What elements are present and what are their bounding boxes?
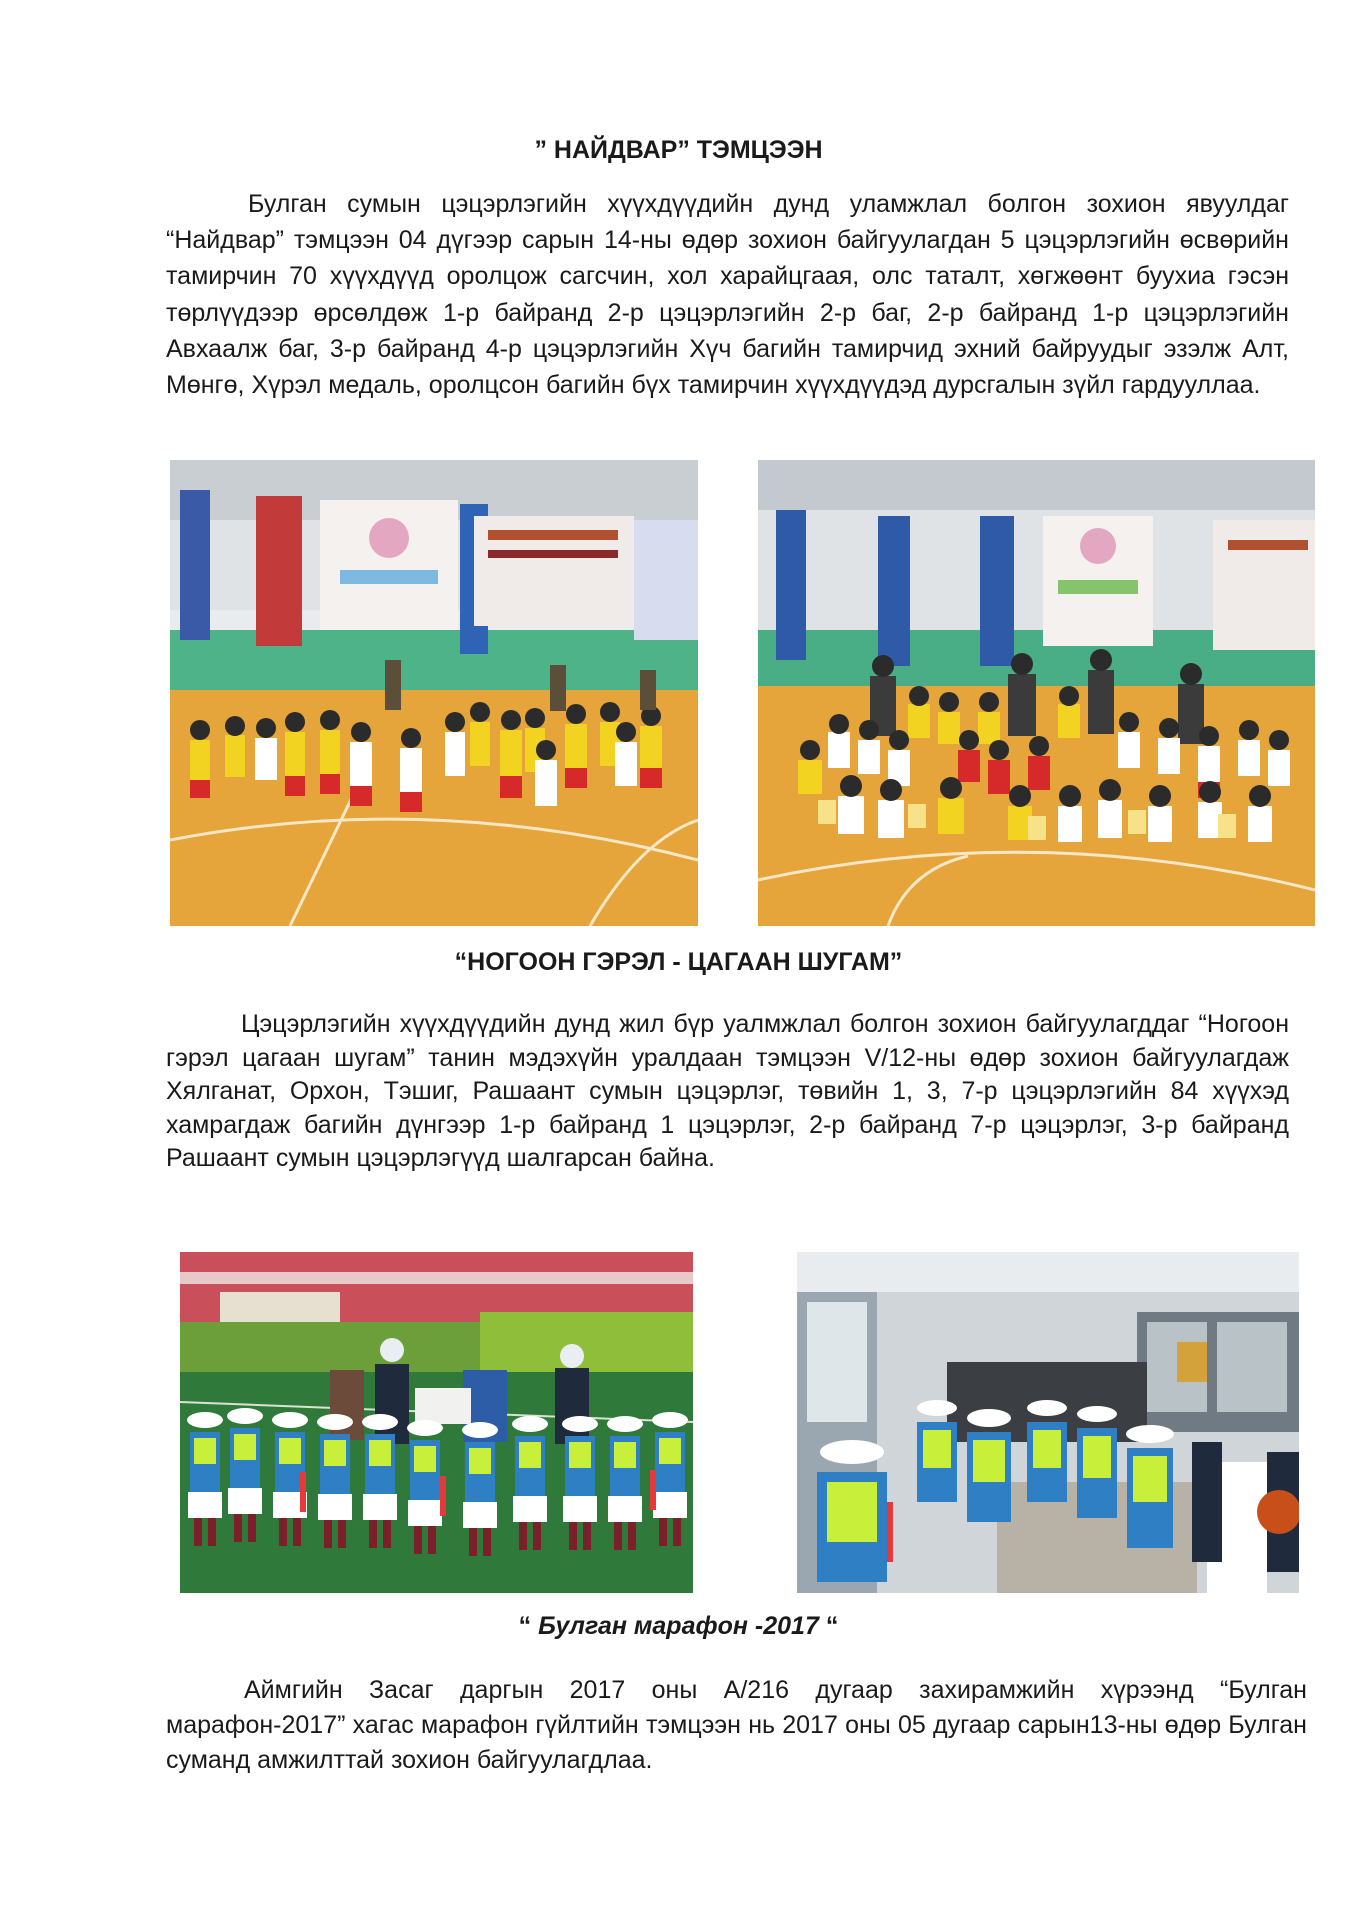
photo-traffic-court	[180, 1252, 693, 1593]
photo-naidvar-lineup	[170, 460, 698, 926]
section-title-nogoon-gerel: “НОГООН ГЭРЭЛ - ЦАГААН ШУГАМ”	[454, 948, 903, 976]
paragraph-naidvar: Булган сумын цэцэрлэгийн хүүхдүүдийн дунд уламжлал болгон зохион явуулдаг “Найдвар” тэмцээн 04 дүгээр сарын 14-ны өдөр зохион байгуулагдан 5 цэцэрлэгийн өсвөрийн тамирчин 70 хүүхдүүд оролцож сагсчин, хол харайцгаая, олс таталт, хөгжөөнт буухиа гэсэн төрлүүдээр өрсөлдөж 1-р байранд 2-р цэцэрлэгийн 2-р баг, 2-р байранд 1-р цэцэрлэгийн Авхаалж баг, 3-р байранд 4-р цэцэрлэгийн Хүч багийн тамирчид эхний байруудыг эзэлж Алт, Мөнгө, Хүрэл медаль, оролцсон багийн бүх тамирчин хүүхдүүдэд дурсгалын зүйл гардууллаа.	[166, 190, 1289, 400]
quote-close: “	[818, 1612, 839, 1640]
section-title-bulgan-marathon	[0, 1612, 1357, 1641]
marathon-title-text: Булган марафон -2017	[538, 1612, 819, 1640]
paragraph-bulgan-marathon: Аймгийн Засаг даргын 2017 оны А/216 дугаар захирамжийн хүрээнд “Булган марафон-2017” хагас марафон гүйлтийн тэмцээн нь 2017 оны 05 дугаар сарын13-ны өдөр Булган суманд амжилттай зохион байгуулагдлаа.	[166, 1676, 1307, 1774]
quote-open: “	[518, 1612, 539, 1640]
section-title-naidvar: ” НАЙДВАР” ТЭМЦЭЭН	[534, 136, 823, 164]
photo-naidvar-awards	[758, 460, 1315, 926]
paragraph-nogoon-gerel: Цэцэрлэгийн хүүхдүүдийн дунд жил бүр уалмжлал болгон зохион байгуулагддаг “Ногоон гэрэл цагаан шугам” танин мэдэхүйн уралдаан тэмцээн V/12-ны өдөр зохион байгуулагдаж Хялганат, Орхон, Тэшиг, Рашаант сумын цэцэрлэг, төвийн 1, 3, 7-р цэцэрлэгийн 84 хүүхэд хамрагдаж багийн дүнгээр 1-р байранд 1 цэцэрлэг, 2-р байранд 7-р цэцэрлэг, 3-р байранд Рашаант сумын цэцэрлэгүүд шалгарсан байна.	[166, 1010, 1289, 1173]
photo-traffic-corridor	[797, 1252, 1299, 1593]
